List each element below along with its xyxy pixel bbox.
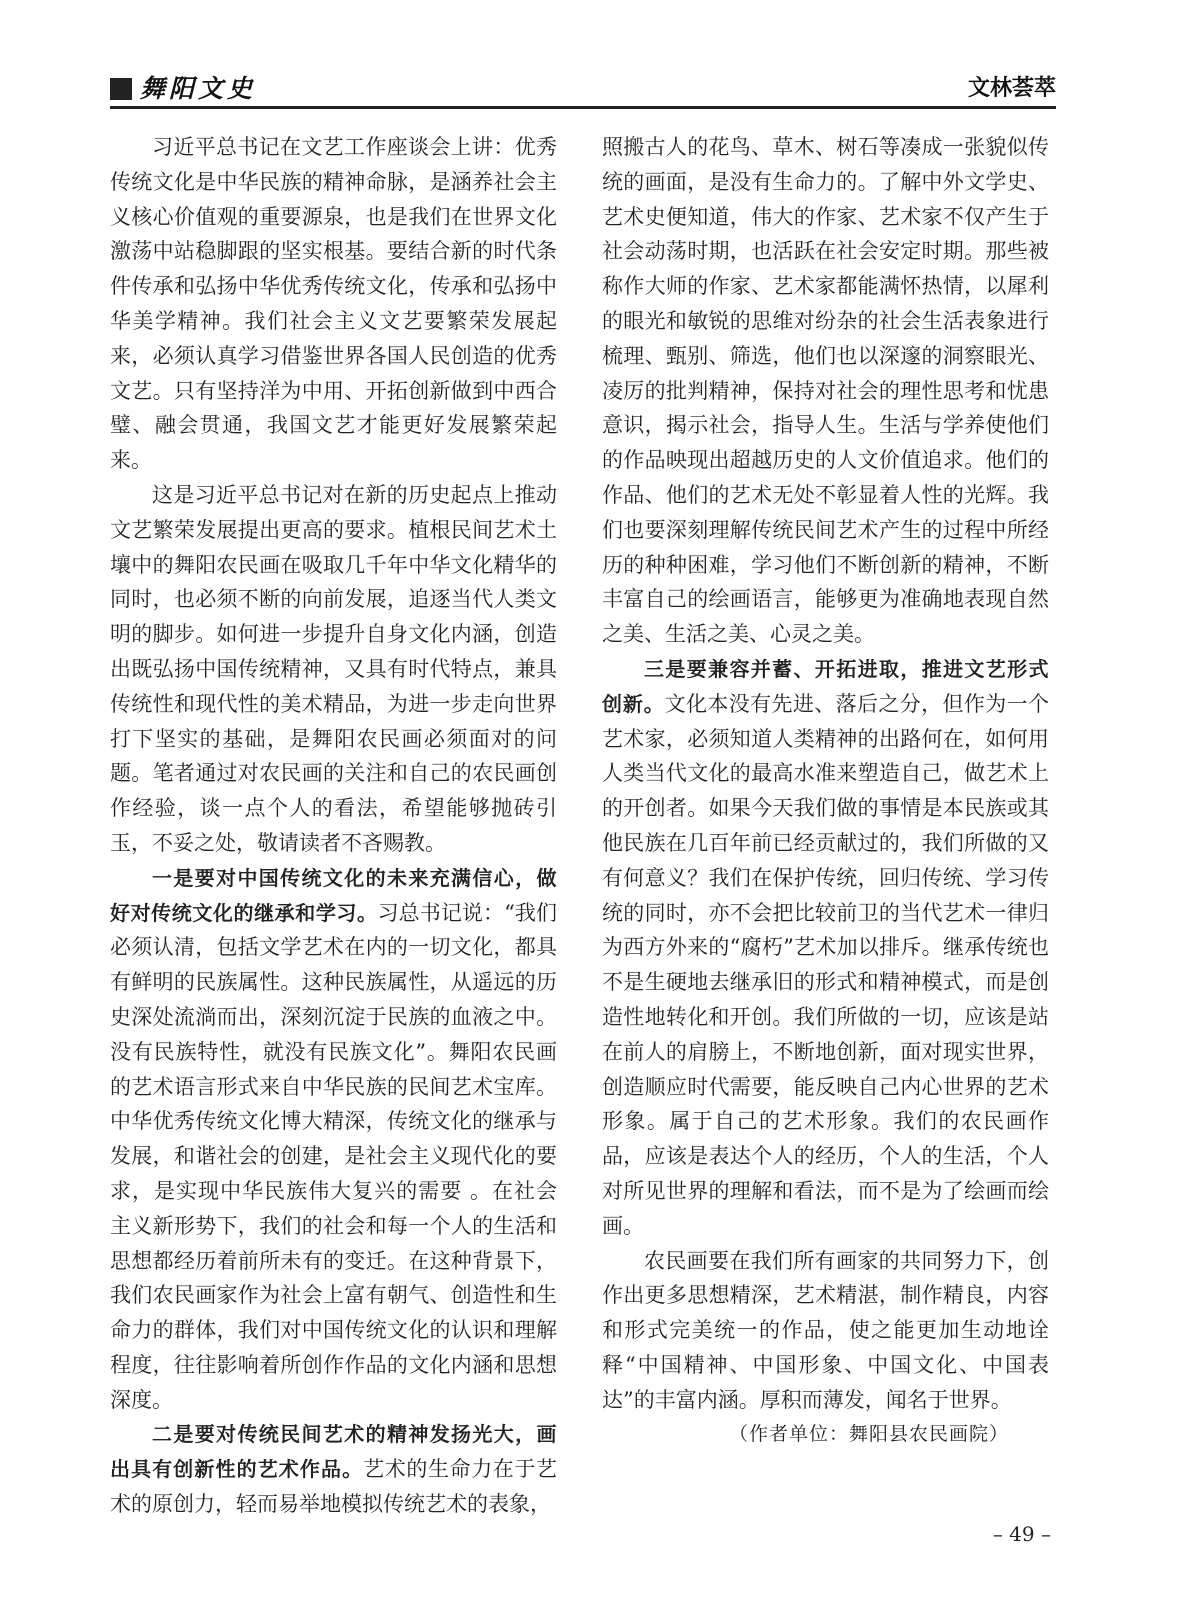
paragraph-4-body: 艺术的生命力在于艺术的原创力，轻而易举地模拟传统艺术的表象， [110, 1457, 558, 1517]
paragraph-5-body: 文化本没有先进、落后之分，但作为一个艺术家，必须知道人类精神的出路何在，如何用人类当代文化的最高水准来塑造自己，做艺术上的开创者。如果今天我们做的事情是本民族或其他民族在几百年前已经贡献过的，我们所做的又有何意义？我们在保护传统，回归传统、学习传统的同时，亦不会把比较前卫的当代艺术一律归为西方外来的“腐朽”艺术加以排斥。继承传统也不是生硬地去继承旧的形式和精神模式，而是创造性地转化和开创。我们所做的一切，应该是站在前人的肩膀上，不断地创新，面对现实世界，创造顺应时代需要，能反映自己内心世界的艺术形象。属于自己的艺术形象。我们的农民画作品，应该是表达个人的经历，个人的生活，个人对所见世界的理解和看法，而不是为了绘画而绘画。 [602, 691, 1049, 1238]
page-number: – 49 – [992, 1522, 1051, 1546]
paragraph-1: 习近平总书记在文艺工作座谈会上讲：优秀传统文化是中华民族的精神命脉，是涵养社会主义核心价值观的重要源泉，也是我们在世界文化激荡中站稳脚跟的坚实根基。要结合新的时代条件传承和弘扬中华优秀传统文化，传承和弘扬中华美学精神。我们社会主义文艺要繁荣发展起来，必须认真学习借鉴世界各国人民创造的优秀文艺。只有坚持洋为中用、开拓创新做到中西合璧、融会贯通，我国文艺才能更好发展繁荣起来。 [110, 135, 557, 473]
page-header [110, 72, 1056, 106]
section-title: 文林荟萃 [967, 76, 1056, 101]
paragraph-2: 这是习近平总书记对在新的历史起点上推动文艺繁荣发展提出更高的要求。植根民间艺术土壤中的舞阳农民画在吸取几千年中华文化精华的同时，也必须不断的向前发展，追逐当代人类文明的脚步。如何进一步提升自身文化内涵，创造出既弘扬中国传统精神，又具有时代特点，兼具传统性和现代性的美术精品，为进一步走向世界打下坚实的基础，是舞阳农民画必须面对的问题。笔者通过对农民画的关注和自己的农民画创作经验，谈一点个人的看法，希望能够抛砖引玉，不妥之处，敬请读者不吝赐教。 [110, 482, 557, 855]
author-affiliation: （作者单位：舞阳县农民画院） [728, 1423, 1009, 1446]
heading-point-1: 一是要对中国传统文化的未来充满信心，做好对传统文化的继承和学习。 [110, 865, 557, 925]
journal-title: 舞阳文史 [140, 74, 257, 103]
paragraph-3-body: 习总书记说：“我们必须认清，包括文学艺术在内的一切文化，都具有鲜明的民族属性。这种民族属性，从遥远的历史深处流淌而出，深刻沉淀于民族的血液之中。没有民族特性，就没有民族文化”。舞阳农民画的艺术语言形式来自中华民族的民间艺术宝库。中华优秀传统文化博大精深，传统文化的继承与发展，和谐社会的创建，是社会主义现代化的要求，是实现中华民族伟大复兴的需要 。在社会主义新形势下，我们的社会和每一个人的生活和思想都经历着前所未有的变迁。在这种背景下，我们农民画家作为社会上富有朝气、创造性和生命力的群体，我们对中国传统文化的认识和理解程度，往往影响着所创作作品的文化内涵和思想深度。 [110, 900, 557, 1412]
right-column [602, 130, 1049, 1452]
heading-point-3: 三是要兼容并蓄、开拓进取，推进文艺形式创新。 [602, 656, 1049, 716]
paragraph-5 [602, 652, 1049, 1244]
heading-point-2: 二是要对传统民间艺术的精神发扬光大，画出具有创新性的艺术作品。 [110, 1422, 557, 1482]
paragraph-3 [110, 861, 557, 1418]
paragraph-4 [110, 1417, 557, 1521]
header-square-icon [110, 78, 132, 100]
header-rule [110, 106, 1056, 109]
paragraph-4-continued: 照搬古人的花鸟、草木、树石等凑成一张貌似传统的画面，是没有生命力的。了解中外文学史、艺术史便知道，伟大的作家、艺术家不仅产生于社会动荡时期，也活跃在社会安定时期。那些被称作大师的作家、艺术家都能满怀热情，以犀利的眼光和敏锐的思维对纷杂的社会生活表象进行梳理、甄别、筛选，他们也以深邃的洞察眼光、凌厉的批判精神，保持对社会的理性思考和忧患意识，揭示社会，指导人生。生活与学养使他们的作品映现出超越历史的人文价值追求。他们的作品、他们的艺术无处不彰显着人性的光辉。我们也要深刻理解传统民间艺术产生的过程中所经历的种种困难，学习他们不断创新的精神，不断丰富自己的绘画语言，能够更为准确地表现自然之美、生活之美、心灵之美。 [602, 135, 1049, 647]
paragraph-6: 农民画要在我们所有画家的共同努力下，创作出更多思想精深，艺术精湛，制作精良，内容和形式完美统一的作品，使之能更加生动地诠释“中国精神、中国形象、中国文化、中国表达”的丰富内涵。厚积而薄发，闻名于世界。 [602, 1248, 1049, 1412]
left-column [110, 130, 557, 1522]
